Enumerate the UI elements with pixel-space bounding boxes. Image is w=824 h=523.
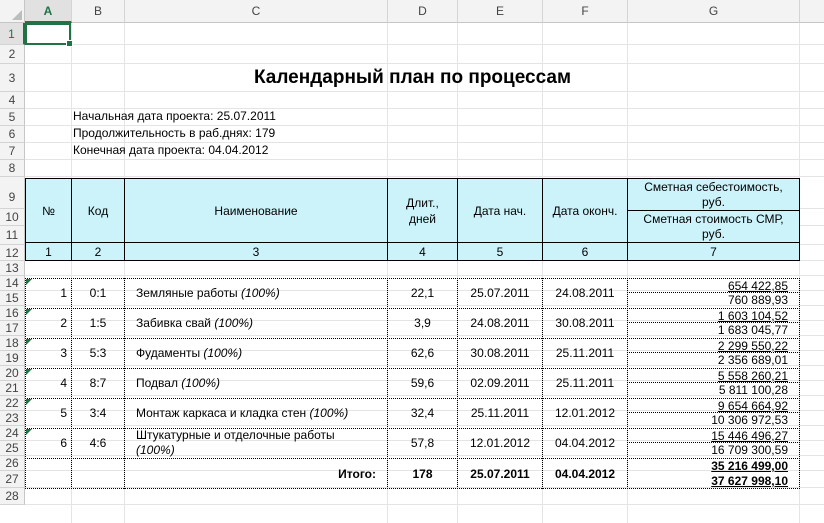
colnum-5: 5 (457, 242, 543, 261)
row-header[interactable]: 19 (0, 351, 25, 366)
row-header[interactable]: 13 (0, 261, 25, 276)
header-duration-line1: Длит., (406, 196, 439, 210)
project-end-date: Конечная дата проекта: 04.04.2012 (73, 143, 269, 157)
column-header-h[interactable] (800, 0, 824, 23)
header-cost (627, 178, 800, 211)
task-num: 5 (60, 406, 67, 420)
row-header[interactable]: 26 (0, 456, 25, 471)
row-header[interactable]: 22 (0, 396, 25, 411)
task-end: 12.01.2012 (554, 406, 616, 420)
column-header-e[interactable]: E (458, 0, 543, 23)
colnum-6: 6 (542, 242, 628, 261)
row-header[interactable]: 24 (0, 426, 25, 441)
task-duration: 62,6 (410, 346, 435, 360)
row-header[interactable]: 20 (0, 366, 25, 381)
row-header[interactable]: 25 (0, 441, 25, 456)
task-end: 30.08.2011 (555, 316, 615, 330)
task-cost: 654 422,85 (627, 279, 800, 293)
total-start: 25.07.2011 (470, 467, 530, 481)
row-header[interactable]: 14 (0, 276, 25, 291)
row-header[interactable]: 18 (0, 336, 25, 351)
header-duration (387, 178, 458, 243)
task-code: 8:7 (89, 376, 107, 390)
column-header-d[interactable]: D (388, 0, 458, 23)
task-name (136, 278, 386, 308)
task-start: 24.08.2011 (470, 316, 530, 330)
task-name (136, 398, 386, 428)
task-percent: (100%) (181, 376, 220, 390)
project-duration: Продолжительность в раб.днях: 179 (73, 126, 276, 140)
row-header[interactable]: 9 (0, 177, 25, 209)
task-percent: (100%) (241, 286, 280, 300)
task-smr: 1 683 045,77 (717, 323, 788, 337)
task-duration: 3,9 (414, 316, 431, 330)
task-name (136, 428, 386, 458)
task-cost: 9 654 664,92 (627, 399, 800, 413)
task-smr: 760 889,93 (727, 293, 788, 307)
total-smr: 37 627 998,10 (711, 474, 788, 488)
header-start: Дата нач. (457, 178, 543, 243)
active-cell-a1[interactable] (25, 23, 71, 45)
header-smr-line1: Сметная стоимость СМР, (643, 212, 784, 226)
header-code: Код (71, 178, 125, 243)
task-code: 3:4 (89, 406, 107, 420)
task-smr: 5 811 100,28 (718, 383, 788, 397)
task-start: 25.07.2011 (470, 286, 530, 300)
header-smr (627, 210, 800, 243)
task-num: 2 (60, 316, 67, 330)
total-end: 04.04.2012 (554, 467, 616, 481)
task-smr: 2 356 689,01 (717, 353, 788, 367)
header-num: № (25, 178, 72, 243)
task-code: 1:5 (89, 316, 107, 330)
task-start: 30.08.2011 (470, 346, 530, 360)
task-end: 24.08.2011 (555, 286, 615, 300)
row-header[interactable]: 21 (0, 381, 25, 396)
task-name (136, 308, 386, 338)
task-name-text: Забивка свай (136, 316, 215, 330)
row-header[interactable]: 17 (0, 321, 25, 336)
task-start: 12.01.2012 (469, 436, 531, 450)
task-start: 25.11.2011 (470, 406, 530, 420)
task-cost: 2 299 550,22 (627, 339, 800, 353)
column-header-f[interactable]: F (543, 0, 628, 23)
colnum-1: 1 (25, 242, 72, 261)
task-duration: 59,6 (410, 376, 435, 390)
project-start-date: Начальная дата проекта: 25.07.2011 (73, 109, 276, 123)
row-header[interactable]: 5 (0, 109, 25, 126)
row-header[interactable]: 4 (0, 92, 25, 109)
row-header[interactable]: 10 (0, 209, 25, 226)
colnum-3: 3 (124, 242, 388, 261)
task-percent: (100%) (309, 406, 349, 420)
colnum-2: 2 (71, 242, 125, 261)
total-cost: 35 216 499,00 (711, 459, 788, 473)
header-smr-line2: руб. (702, 227, 725, 241)
task-duration: 32,4 (410, 406, 435, 420)
total-label: Итого: (338, 467, 376, 481)
column-header-c[interactable]: C (125, 0, 388, 23)
task-name (136, 368, 386, 398)
task-smr: 10 306 972,53 (711, 413, 788, 427)
row-header[interactable]: 15 (0, 291, 25, 306)
header-cost-line1: Сметная себестоимость, (644, 180, 783, 194)
row-header[interactable]: 3 (0, 64, 25, 92)
row-header[interactable]: 7 (0, 143, 25, 160)
row-header[interactable]: 2 (0, 45, 25, 64)
task-end: 25.11.2011 (555, 376, 615, 390)
row-header[interactable]: 28 (0, 488, 25, 505)
task-duration: 57,8 (410, 436, 435, 450)
task-name-text: Подвал (136, 376, 182, 390)
task-smr: 16 709 300,59 (711, 443, 788, 457)
task-percent: (100%) (203, 346, 243, 360)
header-end: Дата оконч. (542, 178, 628, 243)
column-header-b[interactable]: B (72, 0, 125, 23)
header-name: Наименование (124, 178, 388, 243)
header-cost-line2: руб. (702, 195, 725, 209)
row-header[interactable]: 1 (0, 23, 25, 45)
task-num: 1 (60, 286, 67, 300)
colnum-7: 7 (627, 242, 800, 261)
task-name-text: Земляные работы (136, 286, 242, 300)
task-cost: 15 446 496,27 (627, 429, 800, 443)
task-name-text: Фудаменты (136, 346, 204, 360)
row-header[interactable]: 6 (0, 126, 25, 143)
row-header[interactable]: 12 (0, 245, 25, 261)
task-end: 25.11.2011 (555, 346, 615, 360)
page-title: Календарный план по процессам (253, 67, 572, 88)
column-header-a[interactable]: A (25, 0, 72, 23)
task-code: 4:6 (89, 436, 107, 450)
task-cost: 1 603 104,52 (627, 309, 800, 323)
task-code: 5:3 (89, 346, 107, 360)
task-name-text: Монтаж каркаса и кладка стен (136, 406, 310, 420)
row-header[interactable]: 23 (0, 411, 25, 426)
task-name (136, 338, 386, 368)
task-cost: 5 558 260,21 (627, 369, 800, 383)
task-name-text: Штукатурные и отделочные работы (136, 428, 335, 442)
task-num: 6 (60, 436, 67, 450)
row-header[interactable]: 27 (0, 471, 25, 488)
task-end: 04.04.2012 (554, 436, 616, 450)
colnum-4: 4 (387, 242, 458, 261)
task-start: 02.09.2011 (470, 376, 530, 390)
row-header[interactable]: 8 (0, 160, 25, 177)
task-percent: (100%) (136, 443, 175, 457)
task-num: 3 (60, 346, 67, 360)
task-code: 0:1 (89, 286, 107, 300)
total-duration: 178 (412, 467, 433, 481)
row-header[interactable]: 11 (0, 226, 25, 245)
select-all-corner[interactable] (0, 0, 25, 23)
header-duration-line2: дней (408, 212, 436, 226)
column-header-g[interactable]: G (628, 0, 800, 23)
task-percent: (100%) (214, 316, 254, 330)
row-header[interactable]: 16 (0, 306, 25, 321)
task-duration: 22,1 (410, 286, 435, 300)
task-num: 4 (60, 376, 67, 390)
